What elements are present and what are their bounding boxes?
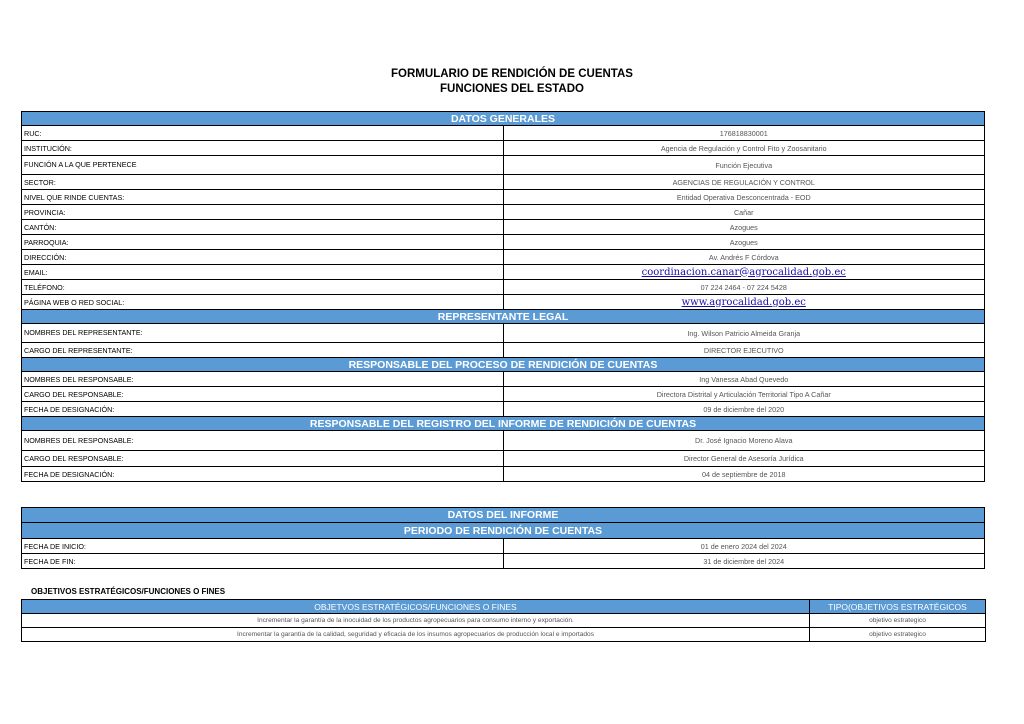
- row-label: CARGO DEL RESPONSABLE:: [22, 451, 504, 467]
- row-label: FECHA DE DESIGNACIÓN:: [22, 467, 504, 482]
- row-value: Director General de Asesoría Jurídica: [503, 451, 985, 467]
- row-value: 07 224 2464 - 07 224 5428: [503, 280, 985, 295]
- section-header-responsable-registro: RESPONSABLE DEL REGISTRO DEL INFORME DE RENDICIÓN DE CUENTAS: [22, 417, 985, 431]
- objective-cell: Incrementar la garantía de la inocuidad de los productos agropecuarios para consumo interno y exportación.: [22, 614, 810, 628]
- objectives-table: [21, 599, 986, 642]
- form-subtitle: FUNCIONES DEL ESTADO: [440, 83, 584, 95]
- row-value: AGENCIAS DE REGULACIÓN Y CONTROL: [503, 175, 985, 190]
- row-label: RUC:: [22, 126, 504, 141]
- report-data-table: [21, 507, 985, 569]
- section-header-representante-legal: REPRESENTANTE LEGAL: [22, 310, 985, 324]
- row-label: NOMBRES DEL RESPONSABLE:: [22, 431, 504, 451]
- row-value: Ing Vanessa Abad Quevedo: [503, 372, 985, 387]
- row-value: Agencia de Regulación y Control Fito y Zoosanitario: [503, 141, 985, 156]
- row-label: CARGO DEL RESPONSABLE:: [22, 387, 504, 402]
- section-header-responsable-proceso: RESPONSABLE DEL PROCESO DE RENDICIÓN DE CUENTAS: [22, 358, 985, 372]
- row-label: FECHA DE FIN:: [22, 554, 504, 569]
- row-label: PROVINCIA:: [22, 205, 504, 220]
- row-value: Cañar: [503, 205, 985, 220]
- row-label: PÁGINA WEB O RED SOCIAL:: [22, 295, 504, 310]
- row-value: 01 de enero 2024 del 2024: [503, 539, 985, 554]
- general-data-table: [21, 111, 985, 482]
- row-value: DIRECTOR EJECUTIVO: [503, 343, 985, 358]
- objectives-col-header: OBJETVOS ESTRATÉGICOS/FUNCIONES O FINES: [22, 600, 810, 614]
- objective-type-cell: objetivo estrategico: [810, 614, 986, 628]
- row-label: TELÉFONO:: [22, 280, 504, 295]
- section-header-periodo: PERIODO DE RENDICIÓN DE CUENTAS: [22, 523, 985, 539]
- row-label: DIRECCIÓN:: [22, 250, 504, 265]
- row-value: Función Ejecutiva: [503, 156, 985, 175]
- row-label: FUNCIÓN A LA QUE PERTENECE: [22, 156, 504, 175]
- row-label: NIVEL QUE RINDE CUENTAS:: [22, 190, 504, 205]
- row-value: Directora Distrital y Articulación Territorial Tipo A Cañar: [503, 387, 985, 402]
- row-value: 09 de diciembre del 2020: [503, 402, 985, 417]
- row-value: 176818830001: [503, 126, 985, 141]
- section-header-datos-informe: DATOS DEL INFORME: [22, 508, 985, 523]
- row-value: 31 de diciembre del 2024: [503, 554, 985, 569]
- row-label: INSTITUCIÓN:: [22, 141, 504, 156]
- row-value: 04 de septiembre de 2018: [503, 467, 985, 482]
- row-value: Azogues: [503, 235, 985, 250]
- row-value: Entidad Operativa Desconcentrada - EOD: [503, 190, 985, 205]
- form-title: FORMULARIO DE RENDICIÓN DE CUENTAS: [391, 68, 633, 80]
- website-link[interactable]: www.agrocalidad.gob.ec: [681, 296, 806, 308]
- type-col-header: TIPO(OBJETIVOS ESTRATÉGICOS: [810, 600, 986, 614]
- row-label: CANTÓN:: [22, 220, 504, 235]
- objective-cell: Incrementar la garantía de la calidad, seguridad y eficacia de los insumos agropecuarios de producción local e importados: [22, 628, 810, 642]
- row-value: Dr. José Ignacio Moreno Alava: [503, 431, 985, 451]
- row-label: NOMBRES DEL RESPONSABLE:: [22, 372, 504, 387]
- row-label: FECHA DE INICIO:: [22, 539, 504, 554]
- row-label: PARROQUIA:: [22, 235, 504, 250]
- row-value: Ing. Wilson Patricio Almeida Granja: [503, 324, 985, 343]
- row-label: FECHA DE DESIGNACIÓN:: [22, 402, 504, 417]
- row-label: EMAIL:: [22, 265, 504, 280]
- row-label: SECTOR:: [22, 175, 504, 190]
- row-label: CARGO DEL REPRESENTANTE:: [22, 343, 504, 358]
- row-value: Av. Andrés F Córdova: [503, 250, 985, 265]
- section-header-datos-generales: DATOS GENERALES: [22, 112, 985, 126]
- row-value: Azogues: [503, 220, 985, 235]
- objectives-section-title: OBJETIVOS ESTRATÉGICOS/FUNCIONES O FINES: [31, 587, 226, 596]
- email-link[interactable]: coordinacion.canar@agrocalidad.gob.ec: [641, 266, 846, 278]
- row-label: NOMBRES DEL REPRESENTANTE:: [22, 324, 504, 343]
- objective-type-cell: objetivo estrategico: [810, 628, 986, 642]
